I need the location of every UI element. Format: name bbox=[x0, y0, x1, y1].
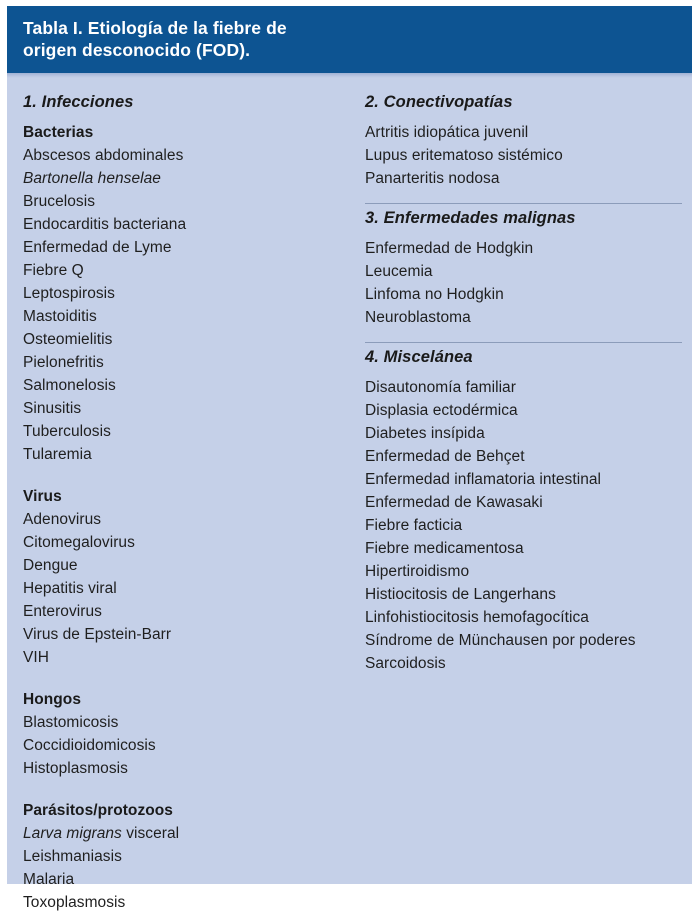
entry-mastoiditis: Mastoiditis bbox=[23, 308, 97, 325]
entry-dengue: Dengue bbox=[23, 557, 78, 574]
entry-list-hongos bbox=[23, 711, 341, 785]
entry-artritis-idiopatica-juvenil: Artritis idiopática juvenil bbox=[365, 124, 529, 141]
entry-virus-de-epstein-barr: Virus de Epstein-Barr bbox=[23, 626, 172, 643]
section-conectivopatias bbox=[365, 88, 686, 195]
entry-tuberculosis: Tuberculosis bbox=[23, 423, 111, 440]
table-title-line-1: Tabla I. Etiología de la fiebre de bbox=[23, 18, 287, 38]
entry-hipertiroidismo: Hipertiroidismo bbox=[365, 563, 470, 580]
group-bacterias bbox=[23, 121, 341, 471]
entry-fiebre-facticia: Fiebre facticia bbox=[365, 517, 463, 534]
entry-sarcoidosis: Sarcoidosis bbox=[365, 655, 446, 672]
section-enfermedades-malignas bbox=[365, 204, 686, 334]
entry-roman-part: visceral bbox=[121, 825, 180, 842]
entry-leucemia: Leucemia bbox=[365, 263, 433, 280]
entry-enfermedad-de-hodgkin: Enfermedad de Hodgkin bbox=[365, 240, 534, 257]
entry-salmonelosis: Salmonelosis bbox=[23, 377, 116, 394]
entry-toxoplasmosis: Toxoplasmosis bbox=[23, 894, 126, 911]
group-heading-bacterias: Bacterias bbox=[23, 124, 94, 141]
entry-coccidioidomicosis: Coccidioidomicosis bbox=[23, 737, 156, 754]
entry-enfermedad-de-behcet: Enfermedad de Behçet bbox=[365, 448, 525, 465]
entry-enfermedad-de-lyme: Enfermedad de Lyme bbox=[23, 239, 172, 256]
entry-tularemia: Tularemia bbox=[23, 446, 92, 463]
entry-enterovirus: Enterovirus bbox=[23, 603, 102, 620]
entry-brucelosis: Brucelosis bbox=[23, 193, 95, 210]
entry-sinusitis: Sinusitis bbox=[23, 400, 82, 417]
entry-fiebre-q: Fiebre Q bbox=[23, 262, 84, 279]
entry-diabetes-insipida: Diabetes insípida bbox=[365, 425, 485, 442]
entry-panarteritis-nodosa: Panarteritis nodosa bbox=[365, 170, 500, 187]
entry-list-miscelanea bbox=[365, 376, 686, 680]
table-title-line-2: origen desconocido (FOD). bbox=[23, 40, 251, 60]
entry-enfermedad-inflamatoria-intestinal: Enfermedad inflamatoria intestinal bbox=[365, 471, 602, 488]
entry-sindrome-de-munchausen-por-poderes: Síndrome de Münchausen por poderes bbox=[365, 632, 636, 649]
section-heading-conectivopatias: 2. Conectivopatías bbox=[365, 93, 513, 111]
entry-linfoma-no-hodgkin: Linfoma no Hodgkin bbox=[365, 286, 504, 303]
entry-abscesos-abdominales: Abscesos abdominales bbox=[23, 147, 184, 164]
entry-italic-part: Larva migrans bbox=[23, 825, 122, 842]
entry-neuroblastoma: Neuroblastoma bbox=[365, 309, 471, 326]
entry-leptospirosis: Leptospirosis bbox=[23, 285, 115, 302]
entry-list-bacterias bbox=[23, 144, 341, 471]
section-heading-enfermedades-malignas: 3. Enfermedades malignas bbox=[365, 209, 576, 227]
group-parasitos-protozoos bbox=[23, 799, 341, 919]
section-miscelanea bbox=[365, 343, 686, 680]
entry-citomegalovirus: Citomegalovirus bbox=[23, 534, 135, 551]
entry-blastomicosis: Blastomicosis bbox=[23, 714, 119, 731]
section-heading-miscelanea: 4. Miscelánea bbox=[365, 348, 473, 366]
entry-histiocitosis-de-langerhans: Histiocitosis de Langerhans bbox=[365, 586, 556, 603]
entry-list-enfermedades-malignas bbox=[365, 237, 686, 334]
entry-list-conectivopatias bbox=[365, 121, 686, 195]
entry-vih: VIH bbox=[23, 649, 49, 666]
entry-adenovirus: Adenovirus bbox=[23, 511, 102, 528]
column-left bbox=[7, 88, 351, 911]
entry-endocarditis-bacteriana: Endocarditis bacteriana bbox=[23, 216, 187, 233]
entry-enfermedad-de-kawasaki: Enfermedad de Kawasaki bbox=[365, 494, 543, 511]
entry-fiebre-medicamentosa: Fiebre medicamentosa bbox=[365, 540, 524, 557]
entry-lupus-eritematoso-sistemico: Lupus eritematoso sistémico bbox=[365, 147, 563, 164]
entry-pielonefritis: Pielonefritis bbox=[23, 354, 104, 371]
entry-larva-migrans-visceral bbox=[23, 822, 341, 845]
table-header bbox=[7, 6, 692, 73]
entry-bartonella-henselae: Bartonella henselae bbox=[23, 170, 161, 187]
section-heading-infecciones: 1. Infecciones bbox=[23, 93, 134, 111]
column-right bbox=[351, 88, 692, 884]
group-heading-virus: Virus bbox=[23, 488, 62, 505]
entry-osteomielitis: Osteomielitis bbox=[23, 331, 113, 348]
entry-hepatitis-viral: Hepatitis viral bbox=[23, 580, 117, 597]
group-virus bbox=[23, 485, 341, 674]
entry-histoplasmosis: Histoplasmosis bbox=[23, 760, 128, 777]
table-body bbox=[7, 78, 692, 911]
entry-list-parasitos-protozoos bbox=[23, 822, 341, 919]
entry-malaria: Malaria bbox=[23, 871, 75, 888]
entry-leishmaniasis: Leishmaniasis bbox=[23, 848, 122, 865]
entry-list-virus bbox=[23, 508, 341, 674]
entry-disautonomia-familiar: Disautonomía familiar bbox=[365, 379, 516, 396]
section-infecciones bbox=[23, 88, 341, 919]
entry-displasia-ectodermica: Displasia ectodérmica bbox=[365, 402, 518, 419]
group-hongos bbox=[23, 688, 341, 785]
group-heading-hongos: Hongos bbox=[23, 691, 81, 708]
group-heading-parasitos-protozoos: Parásitos/protozoos bbox=[23, 802, 173, 819]
entry-linfohistiocitosis-hemofagocitica: Linfohistiocitosis hemofagocítica bbox=[365, 609, 589, 626]
